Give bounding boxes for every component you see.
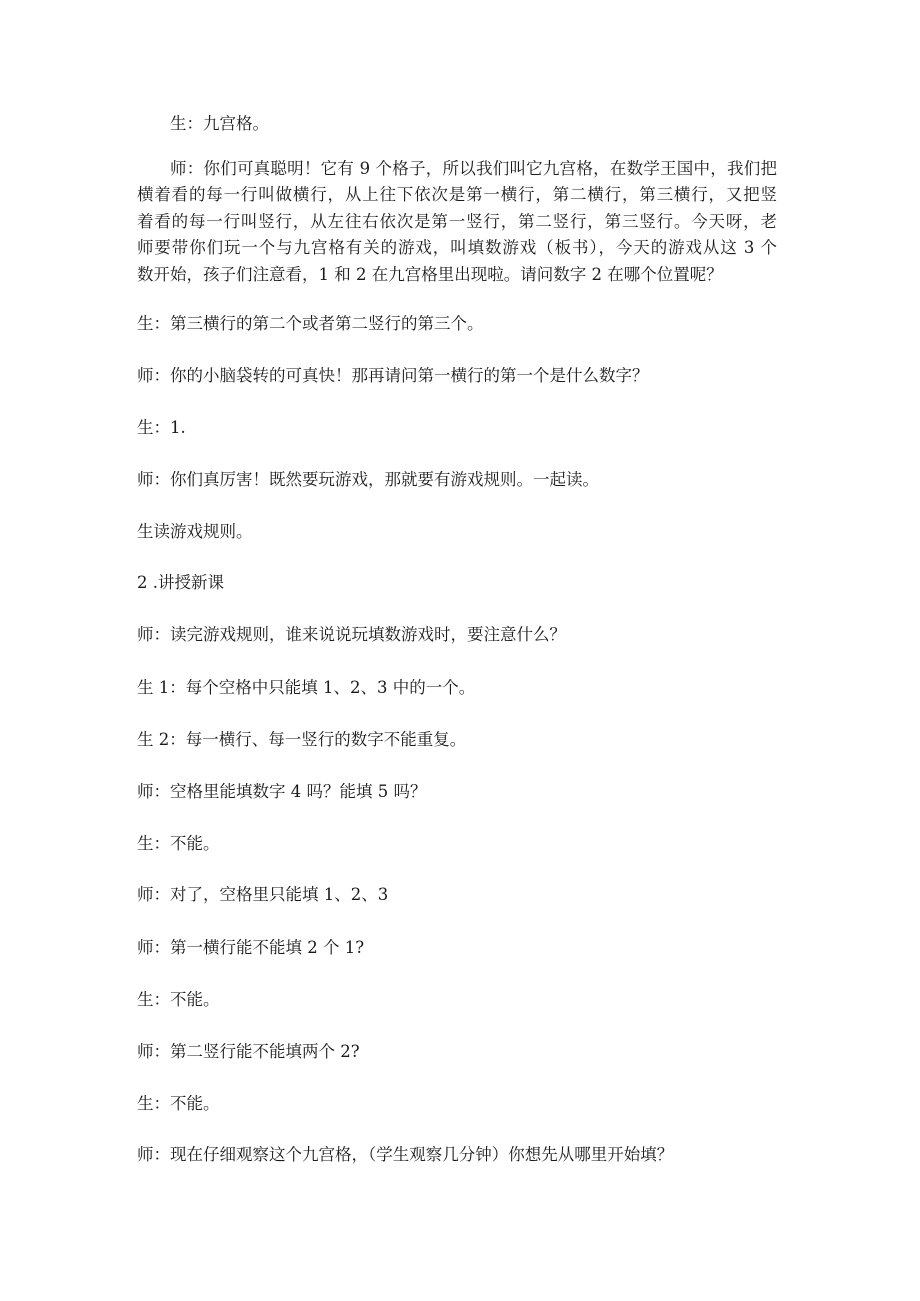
paragraph-line: 师：你们可真聪明！它有 9 个格子，所以我们叫它九宫格，在数学王国中，我们把 [170, 159, 777, 178]
dialogue-line: 师：第二竖行能不能填两个 2? [137, 1042, 360, 1061]
dialogue-line: 师：对了，空格里只能填 1、2、3 [137, 885, 389, 904]
dialogue-line: 师：现在仔细观察这个九宫格，（学生观察几分钟）你想先从哪里开始填？ [137, 1145, 674, 1164]
paragraph-line: 师要带你们玩一个与九宫格有关的游戏，叫填数游戏（板书），今天的游戏从这 3 个 [137, 238, 777, 258]
student-answer-nine-grid: 生：九宫格。 [170, 114, 269, 133]
dialogue-line: 师：你的小脑袋转的可真快！那再请问第一横行的第一个是什么数字？ [137, 366, 649, 385]
paragraph-line: 着看的每一行叫竖行，从左往右依次是第一竖行，第二竖行，第三竖行。今天呀，老 [137, 211, 777, 231]
dialogue-line: 师：空格里能填数字 4 吗？能填 5 吗？ [137, 782, 427, 801]
dialogue-line: 生：不能。 [137, 834, 220, 853]
dialogue-line: 师：读完游戏规则，谁来说说玩填数游戏时，要注意什么？ [137, 625, 566, 644]
dialogue-line: 生：不能。 [137, 990, 220, 1009]
dialogue-line: 生 2：每一横行、每一竖行的数字不能重复。 [137, 730, 467, 749]
paragraph-line: 横着看的每一行叫做横行，从上往下依次是第一横行，第二横行，第三横行，又把竖 [137, 185, 777, 205]
dialogue-line: 生读游戏规则。 [137, 522, 253, 541]
section-heading: 2 .讲授新课 [137, 573, 224, 592]
dialogue-line: 师：你们真厉害！既然要玩游戏，那就要有游戏规则。一起读。 [137, 470, 599, 489]
dialogue-line: 生：第三横行的第二个或者第二竖行的第三个。 [137, 314, 484, 333]
teacher-intro-paragraph [137, 156, 777, 288]
dialogue-line: 生：不能。 [137, 1094, 220, 1113]
dialogue-line: 生 1：每个空格中只能填 1、2、3 中的一个。 [137, 678, 476, 697]
paragraph-line: 数开始，孩子们注意看，1 和 2 在九宫格里出现啦。请问数字 2 在哪个位置呢？ [137, 264, 723, 284]
dialogue-line: 生：1. [137, 418, 186, 437]
dialogue-line: 师：第一横行能不能填 2 个 1? [137, 938, 365, 957]
